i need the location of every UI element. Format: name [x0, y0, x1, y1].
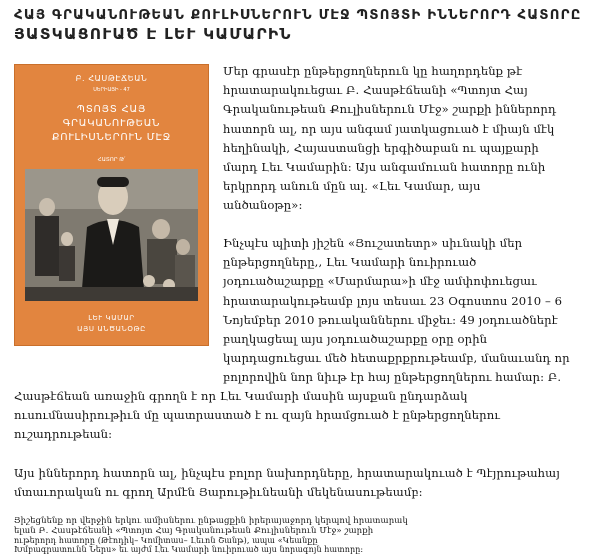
paragraph-1	[223, 62, 585, 216]
cover-volume: ՀԱՏՈՐ Թ՛	[97, 157, 126, 163]
p2-line: Նոյեմբեր 2010 թուականներու միջեւ: 49 յօդուածներէ	[223, 312, 558, 327]
p2-line: Հասթէճեան առաջին գրողն է որ Լեւ Կամարի մասին այսքան ընդարձակ	[14, 389, 468, 403]
p1-line: Մեր գրասէր ընթերցողներուն կը հաղորդենք թէ	[223, 64, 523, 78]
p2-line: յօդուածաշարքը «Մարմարա»ի մէջ ամփոփուեցաւ	[223, 274, 537, 289]
paragraph-4	[14, 516, 586, 554]
cover-series: ՍԵՐԻԱՅԻ - 47	[93, 87, 130, 93]
paragraph-2-bottom	[14, 368, 586, 387]
p2-line: ընթերցողները,, Լեւ Կամարի նուիրուած	[223, 255, 477, 270]
cover-title-line-3: ՔՈՒԼԻՍՆԵՐՈՒՆ ՄԷՋ	[51, 132, 172, 143]
cover-title-line-2: ԳՐԱԿԱՆՈՒԹԵԱՆ	[62, 118, 161, 129]
cover-subtitle-line-1: ԼԵՒ ԿԱՄԱՐ	[88, 314, 135, 322]
paragraph-2-top	[223, 234, 585, 368]
cover-subtitle	[15, 313, 208, 335]
p3-line: Այս իններորդ հատորն ալ, ինչպէս բոլոր նախորդները, հրատարակուած է Պէյրութահայ	[14, 466, 560, 480]
p2-line: բոլորովին նոր նիւթ էր հայ ընթերցողներու համար: Բ.	[223, 370, 562, 384]
title-line-2: ՅԱՏԿԱՑՈՒԱԾ Է ԼԵՒ ԿԱՄԱՐԻՆ	[14, 25, 292, 43]
title-line-1: ՀԱՅ ԳՐԱԿԱՆՈՒԹԵԱՆ ՔՈՒԼԻՍՆԵՐՈՒՆ ՄԷՋ ՊՏՈՅՏԻ ԻՆՆԵՐՈՐԴ ՀԱՏՈՐԸ	[14, 8, 582, 23]
cover-photo	[25, 169, 198, 301]
p4-line: Յիշեցնենք որ վերջին երկու ամիսներու ընթացքին իրերայաջորդ կերպով հրատարակ	[14, 516, 408, 526]
p4-line: ելան Բ. Հասթէճեանի «Պտոյտ Հայ Գրականութեան Քուլիսներուն Մէջ» շարքի	[14, 526, 374, 536]
book-cover-image	[14, 64, 209, 346]
p2-line: ուսումնասիրութիւն մը պատրաստած է ու զայն հրամցուած է ընթերցողներու	[14, 408, 501, 423]
p2-line: բաղկացեալ այս յօդուածաշարքը օրը օրին	[223, 332, 488, 347]
article-title	[14, 6, 586, 44]
p1-line: անծանօթը»:	[223, 198, 303, 213]
cover-author: Բ. ՀԱՍԹԷՃԵԱՆ	[75, 74, 148, 83]
p2-line: հրատարակութեամբ լոյս տեսաւ 23 Օգոստոս 2010 – 6	[223, 293, 563, 308]
p2-line: կարդացուեցաւ մեծ հետաքրքրութեամբ, մանաւանդ որ	[223, 351, 570, 366]
p3-line: մտաւորական ու գրող Արմէն Յարութիւնեանի մեկենասութեամբ:	[14, 485, 423, 500]
p4-line: Խմբագրատունն Ներս» եւ այժմ Լեւ Կամարի նուիրուած այս նորագոյն հատորը:	[14, 545, 364, 554]
p1-line: Գրականութեան Քուլիսներուն Մէջ» շարքի իններորդ	[223, 102, 557, 117]
p1-line: հրատարակուեցաւ Բ. Հասթէճեանի «Պտոյտ Հայ	[223, 83, 528, 98]
paragraph-3	[14, 464, 586, 502]
cover-title	[15, 103, 208, 145]
p1-line: երկրորդ անուն մըն ալ. «Լեւ Կամար, այս	[223, 179, 481, 194]
p2-line: Ինչպէս պիտի յիշեն «Յուշատետր» սիւնակի մեր	[223, 236, 523, 250]
paragraph-2-full	[14, 387, 586, 445]
cover-subtitle-line-2: ԱՅՍ ԱՆԾԱՆՕԹԸ	[77, 325, 146, 333]
p4-line: ութերորդ հատորը (Թէոդիկ– Կոմիտաս– Լեւոն Շանթ), ապա «Կեանքը	[14, 536, 318, 545]
p2-line: ուշադրութեան:	[14, 427, 113, 442]
cover-photo-illustration	[25, 169, 198, 301]
p1-line: հատորն ալ, որ այս անգամ յատկացուած է միայն մէկ	[223, 121, 555, 136]
p1-line: մարդ Լեւ Կամարին: Այս անգամուան հատորը ունի	[223, 160, 546, 175]
cover-title-line-1: ՊՏՈՅՏ ՀԱՅ	[76, 104, 147, 115]
p1-line: հեղինակի, Հայաստանցի երգիծաբան ու պայքարի	[223, 140, 539, 155]
